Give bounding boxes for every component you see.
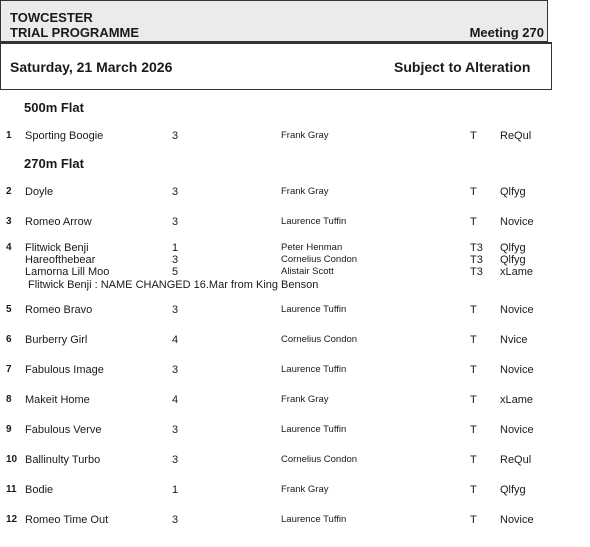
section-title-270m: 270m Flat [24, 156, 84, 171]
grade-status: Novice [500, 424, 534, 436]
trial-code: T [470, 334, 477, 346]
trial-row [0, 334, 590, 348]
grade-status: ReQul [500, 454, 532, 466]
trial-code: T [470, 186, 477, 198]
trainer-name: Frank Gray [281, 484, 329, 495]
trainer-name: Laurence Tuffin [281, 216, 347, 227]
trial-code: T [470, 216, 477, 228]
trial-number: 8 [6, 394, 12, 405]
trainer-name: Laurence Tuffin [281, 304, 347, 315]
dog-name: Hareofthebear [25, 254, 96, 266]
trap-number: 3 [172, 216, 179, 228]
dog-name: Makeit Home [25, 394, 90, 406]
trial-code: T [470, 394, 477, 406]
trap-number: 5 [172, 266, 179, 278]
grade-status: ReQul [500, 130, 532, 142]
grade-status: xLame [500, 394, 534, 406]
trial-number: 1 [6, 130, 12, 141]
trap-number: 1 [172, 242, 179, 254]
trainer-name: Cornelius Condon [281, 254, 358, 265]
trial-code: T [470, 304, 477, 316]
trap-number: 1 [172, 484, 179, 496]
trap-number: 3 [172, 424, 179, 436]
grade-status: Qlfyg [500, 242, 526, 254]
trap-number: 4 [172, 334, 179, 346]
trap-number: 3 [172, 130, 179, 142]
trial-code: T [470, 130, 477, 142]
dog-name: Burberry Girl [25, 334, 88, 346]
trap-number: 4 [172, 394, 179, 406]
dog-name: Fabulous Image [25, 364, 104, 376]
trial-code: T3 [470, 266, 483, 278]
trainer-name: Frank Gray [281, 394, 329, 405]
trap-number: 3 [172, 186, 179, 198]
meeting-date: Saturday, 21 March 2026 [10, 59, 173, 75]
dog-name: Romeo Bravo [25, 304, 93, 316]
trial-number: 11 [6, 484, 17, 495]
trial-row [0, 130, 590, 144]
grade-status: Novice [500, 514, 534, 526]
grade-status: Nvice [500, 334, 528, 346]
trial-number: 7 [6, 364, 12, 375]
trainer-name: Laurence Tuffin [281, 364, 347, 375]
trial-row [0, 484, 590, 498]
trial-number: 10 [6, 454, 18, 465]
trial-code: T [470, 364, 477, 376]
trial-row [0, 424, 590, 438]
meeting-number: Meeting 270 [469, 25, 544, 40]
trap-number: 3 [172, 514, 179, 526]
dog-name: Lamorna Lill Moo [25, 266, 110, 278]
trap-number: 3 [172, 364, 179, 376]
trial-row [0, 364, 590, 378]
dog-name: Bodie [25, 484, 54, 496]
trainer-name: Cornelius Condon [281, 454, 358, 465]
programme-title: TRIAL PROGRAMME [10, 25, 140, 40]
trial-number: 3 [6, 216, 12, 227]
trial-row [0, 454, 590, 468]
grade-status: Novice [500, 304, 534, 316]
trial-number: 5 [6, 304, 12, 315]
grade-status: Novice [500, 216, 534, 228]
trial-row [0, 186, 590, 200]
trainer-name: Frank Gray [281, 186, 329, 197]
header-banner [0, 0, 548, 42]
trial-number: 12 [6, 514, 18, 525]
trial-code: T [470, 454, 477, 466]
trap-number: 3 [172, 304, 179, 316]
grade-status: Qlfyg [500, 484, 526, 496]
trial-row [0, 514, 590, 528]
trainer-name: Peter Henman [281, 242, 343, 253]
trial-row [0, 394, 590, 408]
grade-status: Qlfyg [500, 186, 526, 198]
grade-status: xLame [500, 266, 534, 278]
trainer-name: Frank Gray [281, 130, 329, 141]
trainer-name: Alistair Scott [281, 266, 334, 277]
trial-runner-row [0, 266, 590, 280]
trial-number: 6 [6, 334, 12, 345]
dog-name: Romeo Time Out [25, 514, 109, 526]
trial-row [0, 304, 590, 318]
trial-number: 9 [6, 424, 12, 435]
name-change-note: Flitwick Benji : NAME CHANGED 16.Mar from King Benson [28, 279, 319, 291]
trap-number: 3 [172, 254, 179, 266]
trial-code: T3 [470, 242, 483, 254]
trainer-name: Laurence Tuffin [281, 424, 347, 435]
dog-name: Flitwick Benji [25, 242, 89, 254]
trial-row [0, 216, 590, 230]
dog-name: Doyle [25, 186, 54, 198]
trainer-name: Laurence Tuffin [281, 514, 347, 525]
trial-number: 2 [6, 186, 12, 197]
section-title-500m: 500m Flat [24, 100, 84, 115]
date-banner [0, 42, 552, 90]
trap-number: 3 [172, 454, 179, 466]
trial-code: T [470, 514, 477, 526]
trial-code: T [470, 484, 477, 496]
grade-status: Novice [500, 364, 534, 376]
trial-code: T [470, 424, 477, 436]
venue-title: TOWCESTER [10, 10, 93, 25]
dog-name: Romeo Arrow [25, 216, 92, 228]
dog-name: Sporting Boogie [25, 130, 104, 142]
trial-code: T3 [470, 254, 483, 266]
trial-number: 4 [6, 242, 12, 253]
grade-status: Qlfyg [500, 254, 526, 266]
alteration-notice: Subject to Alteration [394, 59, 531, 75]
dog-name: Ballinulty Turbo [25, 454, 101, 466]
dog-name: Fabulous Verve [25, 424, 102, 436]
trainer-name: Cornelius Condon [281, 334, 358, 345]
